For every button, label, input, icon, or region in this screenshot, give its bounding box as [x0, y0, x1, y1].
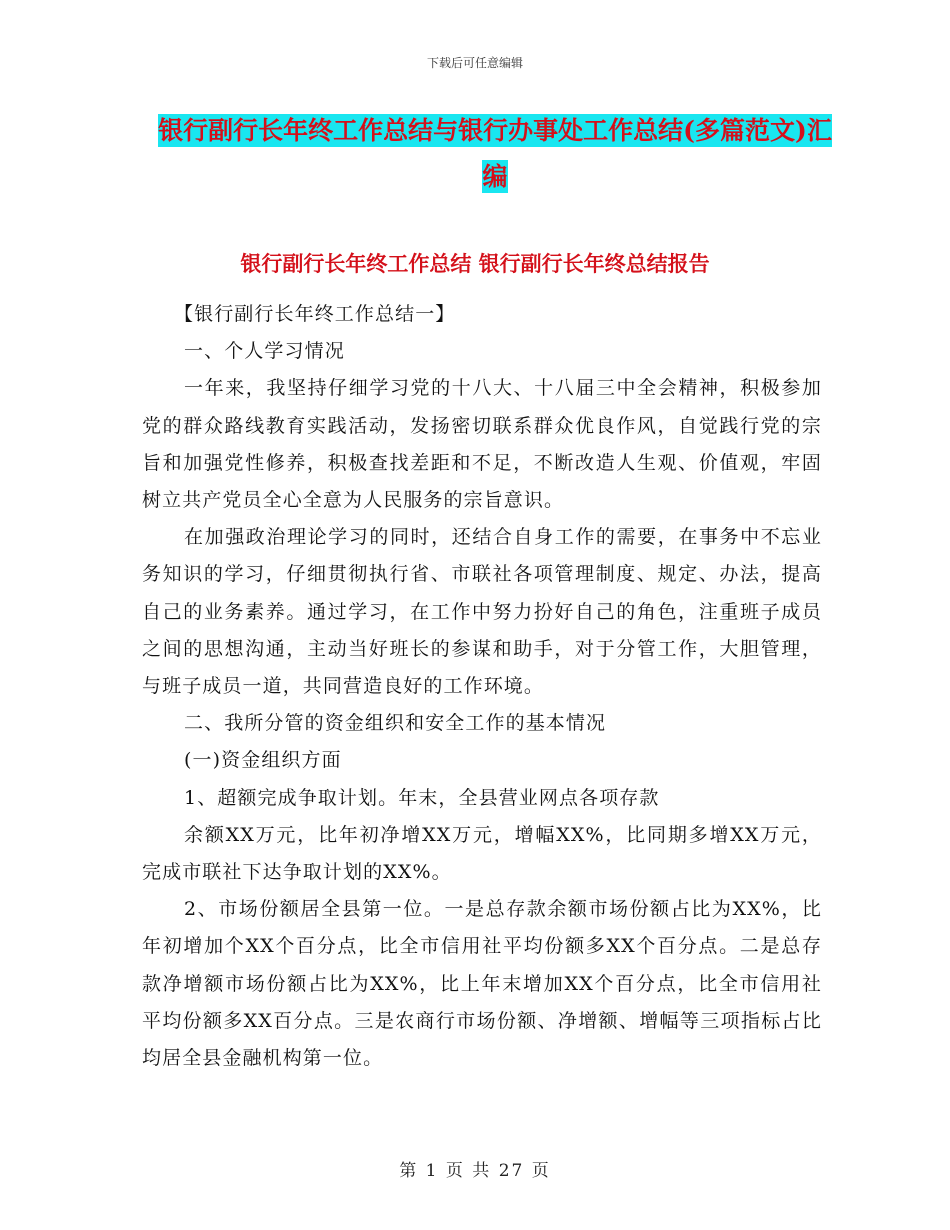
- heading-funds-security: 二、我所分管的资金组织和安全工作的基本情况: [184, 712, 607, 735]
- heading-funds-organization: (一)资金组织方面: [184, 749, 342, 772]
- section-label: 【银行副行长年终工作总结一】: [174, 303, 456, 325]
- paragraph: 1、超额完成争取计划。年末，全县营业网点各项存款: [184, 786, 660, 809]
- page-footer: 第 1 页 共 27 页: [399, 1161, 551, 1181]
- body-text: [142, 296, 822, 1077]
- paragraph: 余额XX万元，比年初净增XX万元，增幅XX%，比同期多增XX万元，完成市联社下达争取计划的XX%。: [142, 823, 822, 884]
- document-title: [150, 108, 840, 200]
- heading-personal-study: 一、个人学习情况: [184, 340, 345, 363]
- header-note: 下载后可任意编辑: [426, 56, 523, 70]
- title-highlight: 银行副行长年终工作总结与银行办事处工作总结(多篇范文)汇编: [158, 116, 832, 191]
- paragraph: 在加强政治理论学习的同时，还结合自身工作的需要，在事务中不忘业务知识的学习，仔细贯彻执行省、市联社各项管理制度、规定、办法，提高自己的业务素养。通过学习，在工作中努力扮好自己的角色，注重班子成员之间的思想沟通，主动当好班长的参谋和助手，对于分管工作，大胆管理，与班子成员一道，共同营造良好的工作环境。: [142, 526, 822, 698]
- paragraph: 2、市场份额居全县第一位。一是总存款余额市场份额占比为XX%，比年初增加个XX个百分点，比全市信用社平均份额多XX个百分点。二是总存款净增额市场份额占比为XX%，比上年末增加XX个百分点，比全市信用社平均份额多XX百分点。三是农商行市场份额、净增额、增幅等三项指标占比均居全县金融机构第一位。: [142, 898, 822, 1070]
- section-subtitle: 银行副行长年终工作总结 银行副行长年终总结报告: [240, 251, 710, 276]
- paragraph: 一年来，我坚持仔细学习党的十八大、十八届三中全会精神，积极参加党的群众路线教育实践活动，发扬密切联系群众优良作风，自觉践行党的宗旨和加强党性修养，积极查找差距和不足，不断改造人生观、价值观，牢固树立共产党员全心全意为人民服务的宗旨意识。: [142, 377, 822, 512]
